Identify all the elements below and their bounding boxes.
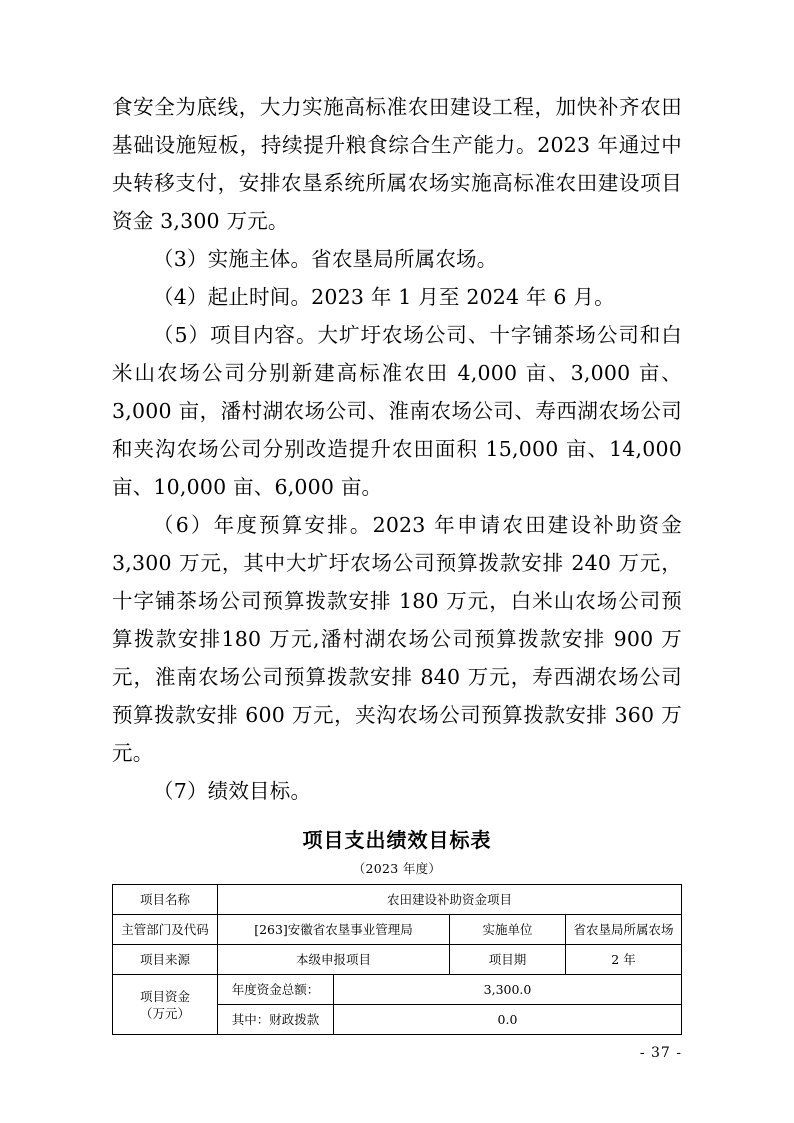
table-row [113,945,682,975]
table-row [113,975,682,1005]
cell-project-name-label: 项目名称 [113,885,218,915]
paragraph-time-range: （4）起止时间。2023 年 1 月至 2024 年 6 月。 [153,285,615,309]
cell-total-label: 年度资金总额： [218,975,334,1005]
document-body [112,88,682,810]
cell-source-value: 本级申报项目 [218,945,450,975]
funds-label-line2: （万元） [139,1005,190,1021]
table-row [113,885,682,915]
paragraph-implementation-entity: （3）实施主体。省农垦局所属农场。 [153,247,498,271]
cell-project-name-value: 农田建设补助资金项目 [218,885,682,915]
funds-label-line1: 项目资金 [139,988,190,1004]
cell-fiscal-label: 其中：财政拨款 [218,1005,334,1035]
paragraph-project-content: （5）项目内容。大圹圩农场公司、十字铺茶场公司和白米山农场公司分别新建高标准农田 4,000 亩、3,000 亩、3,000 亩，潘村湖农场公司、淮南农场公司、寿西湖农场公司和夹沟农场公司分别改造提升农田面积 15,000 亩、14,000 亩、10,000 亩、6,000 亩。 [112,323,682,499]
cell-dept-label: 主管部门及代码 [113,915,218,945]
paragraph-annual-budget: （6）年度预算安排。2023 年申请农田建设补助资金 3,300 万元，其中大圹圩农场公司预算拨款安排 240 万元，十字铺茶场公司预算拨款安排 180 万元，白米山农场公司预算拨款安排180 万元,潘村湖农场公司预算拨款安排 900 万元，淮南农场公司预算拨款安排 840 万元，寿西湖农场公司预算拨款安排 600 万元，夹沟农场公司预算拨款安排 360 万元。 [112,513,682,765]
cell-fiscal-value: 0.0 [334,1005,682,1035]
cell-period-value: 2 年 [566,945,682,975]
paragraph-performance-goal: （7）绩效目标。 [153,779,312,803]
cell-dept-value: [263]安徽省农垦事业管理局 [218,915,450,945]
table-row [113,915,682,945]
cell-total-value: 3,300.0 [334,975,682,1005]
cell-unit-value: 省农垦局所属农场 [566,915,682,945]
cell-unit-label: 实施单位 [450,915,566,945]
table-subtitle: （2023 年度） [352,861,442,876]
cell-source-label: 项目来源 [113,945,218,975]
performance-target-table [112,884,682,1035]
paragraph-continuation: 食安全为底线，大力实施高标准农田建设工程，加快补齐农田基础设施短板，持续提升粮食综合生产能力。2023 年通过中央转移支付，安排农垦系统所属农场实施高标准农田建设项目资金 3,300 万元。 [112,95,682,233]
cell-period-label: 项目期 [450,945,566,975]
page-number: - 37 - [639,1045,682,1061]
table-title: 项目支出绩效目标表 [302,828,492,852]
cell-funds-label [113,975,218,1035]
